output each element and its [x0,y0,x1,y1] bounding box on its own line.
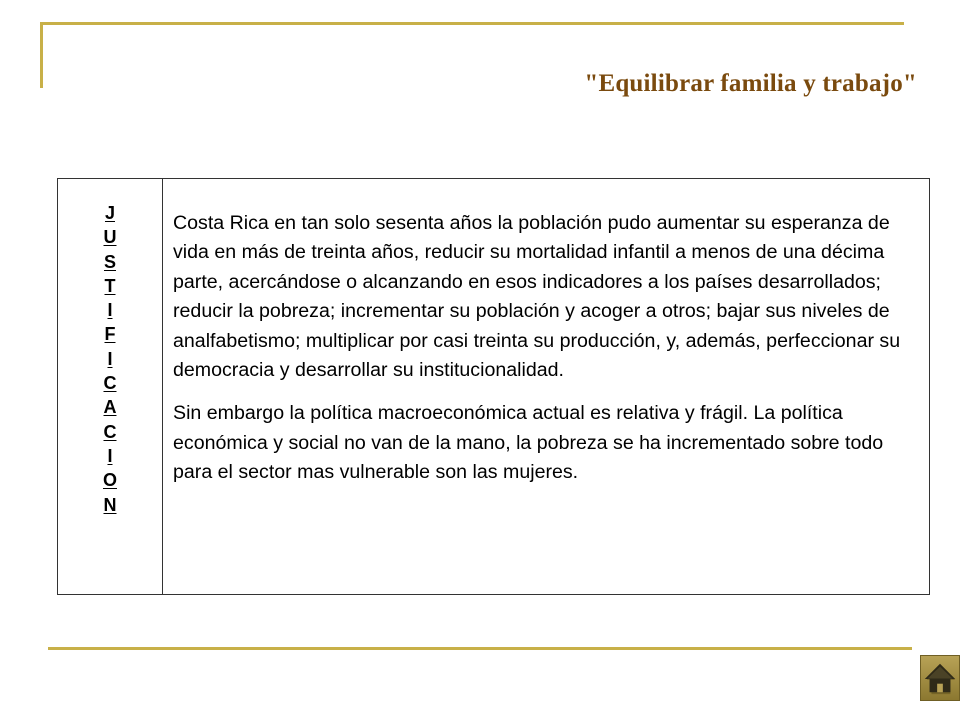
heading-letter: C [103,421,117,442]
heading-letter: N [103,494,117,515]
paragraph-current-situation: Sin embargo la política macroeconómica actual es relativa y frágil. La política económica y social no van de la mano, la pobreza se ha incrementado sobre todo para el sector mas vulnerable son las mujeres. [173,402,884,484]
home-button[interactable] [920,655,960,701]
heading-letter: O [102,470,117,491]
paragraph-achievements: Costa Rica en tan solo sesenta años la población pudo aumentar su esperanza de vida en más de treinta años, reducir su mortalidad infantil a menos de una décima parte, acercándose o alcanzando en esos indicadores a los países desarrollados; reducir la pobreza; incrementar su población y acoger a otros; bajar sus niveles de analfabetismo; multiplicar por casi treinta su producción, y, además, perfeccionar su democracia y desarrollar su institucionalidad. [173,212,901,382]
body-text-cell [163,179,929,594]
heading-letter: T [104,275,116,296]
heading-letter: J [104,203,115,223]
home-icon [921,656,959,700]
slide-title: "Equilibrar familia y trabajo" [584,70,917,97]
justification-table [57,178,930,595]
heading-letter: I [107,348,113,369]
heading-letter: A [103,397,117,418]
bottom-horizontal-rule [48,647,912,650]
top-vertical-rule [40,22,43,88]
heading-letter: S [103,251,116,272]
vertical-heading-cell [58,179,163,594]
heading-letter: F [104,324,116,345]
heading-letter: I [107,445,113,466]
heading-letter: C [103,373,117,394]
heading-letter: I [107,300,113,321]
heading-letter: U [103,227,117,248]
top-horizontal-rule [40,22,904,25]
